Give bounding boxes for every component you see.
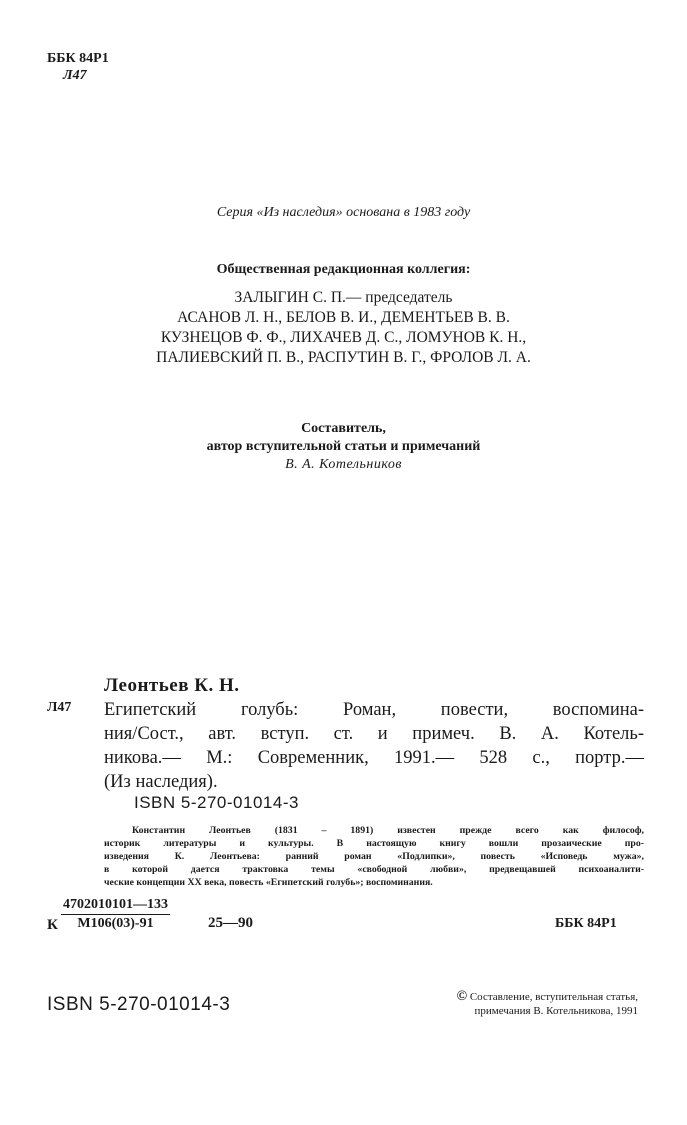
catalog-author-mark: Л47 <box>47 700 72 715</box>
catalog-entry <box>104 698 644 794</box>
bbk-code: ББК 84Р1 <box>47 51 109 66</box>
annotation-line: Константин Леонтьев (1831 – 1891) известен прежде всего как философ, <box>132 825 644 836</box>
copyright-icon: © <box>456 989 468 1004</box>
annotation-line: изведения К. Леонтьева: ранний роман «Подлипки», повесть «Исповедь мужа», <box>104 851 644 862</box>
annotation-line: ческие концепции XX века, повесть «Египетский голубь»; воспоминания. <box>104 877 433 888</box>
index-numerator: 4702010101—133 <box>61 897 170 915</box>
board-line: ЗАЛЫГИН С. П.— председатель <box>234 289 453 306</box>
board-line: КУЗНЕЦОВ Ф. Ф., ЛИХАЧЕВ Д. С., ЛОМУНОВ К. Н., <box>160 329 527 346</box>
compiler-label: Составитель, <box>301 421 386 436</box>
compiler-role: автор вступительной статьи и примечаний <box>206 439 481 454</box>
editorial-board-members <box>0 288 687 368</box>
catalog-author: Леонтьев К. Н. <box>104 675 240 696</box>
copyright-notice <box>386 990 638 1018</box>
index-prefix: К <box>47 917 58 933</box>
bbk-classification-bottom: ББК 84Р1 <box>555 916 617 931</box>
index-denominator: М106(03)-91 <box>77 916 154 931</box>
annotation <box>104 824 644 889</box>
copyright-line: примечания В. Котельникова, 1991 <box>474 1005 638 1017</box>
board-line: АСАНОВ Л. Н., БЕЛОВ В. И., ДЕМЕНТЬЕВ В. В. <box>177 309 510 326</box>
bbk-classification-top <box>47 50 109 84</box>
entry-line: (Из наследия). <box>104 772 218 792</box>
footer-isbn: ISBN 5-270-01014-3 <box>47 994 231 1015</box>
entry-line: Египетский голубь: Роман, повести, воспомина- <box>104 700 644 720</box>
author-mark: Л47 <box>63 68 87 83</box>
compiler-credit <box>0 420 687 474</box>
compiler-name: В. А. Котельников <box>285 457 402 472</box>
index-suffix: 25—90 <box>208 915 253 931</box>
annotation-line: в которой дается трактовка темы «свободной любви», предвещавшей психоаналити- <box>104 864 644 875</box>
board-line: ПАЛИЕВСКИЙ П. В., РАСПУТИН В. Г., ФРОЛОВ Л. А. <box>156 349 531 366</box>
entry-line: никова.— М.: Современник, 1991.— 528 с., портр.— <box>104 748 644 768</box>
index-fraction <box>61 897 170 932</box>
entry-line: ния/Сост., авт. вступ. ст. и примеч. В. А. Котель- <box>104 724 644 744</box>
catalog-isbn: ISBN 5-270-01014-3 <box>134 793 299 812</box>
copyright-line: Составление, вступительная статья, <box>469 991 638 1003</box>
editorial-board-title: Общественная редакционная коллегия: <box>216 262 471 277</box>
annotation-line: историк литературы и культуры. В настоящую книгу вошли прозаические про- <box>104 838 644 849</box>
series-note: Серия «Из наследия» основана в 1983 году <box>216 205 471 220</box>
